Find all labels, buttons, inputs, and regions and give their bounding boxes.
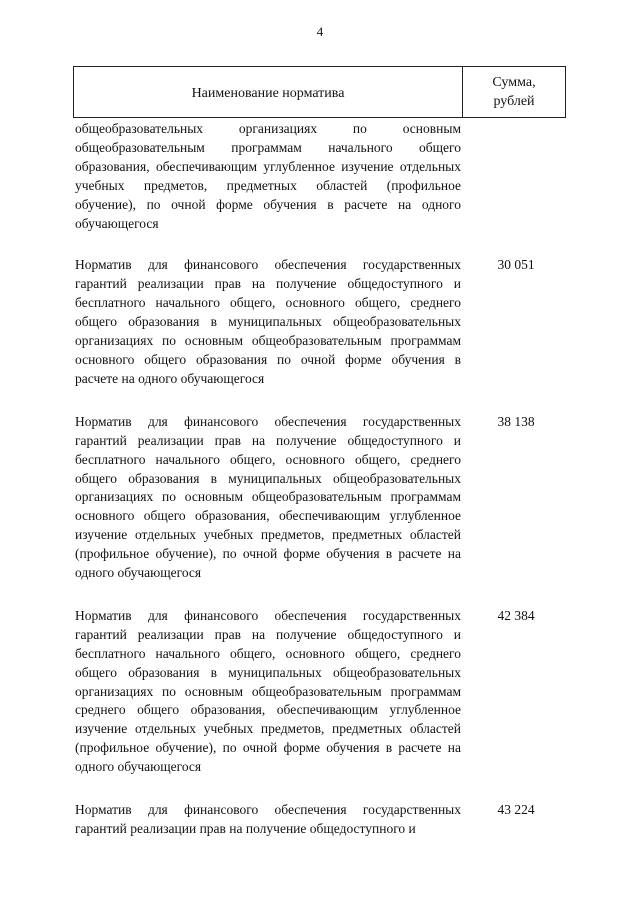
row-text: общеобразовательных организациях по основным общеобразовательным программам начального общего образования, обеспечивающим углубленное изучение отдельных учебных предметов, предметных областей (профильное обучение), по очной форме обучения в расчете на одного обучающегося bbox=[75, 121, 461, 231]
row-sum: 30 051 bbox=[497, 257, 535, 273]
row-text: Норматив для финансового обеспечения государственных гарантий реализации прав на получение общедоступного и бесплатного начального общего, основного общего, среднего общего образования в муниципальных общеобразовательных организациях по основным общеобразовательным программам среднего общего образования, обеспечивающим углубленное изучение отдельных учебных предметов, предметных областей (профильное обучение), по очной форме обучения в расчете на одного обучающегося bbox=[75, 607, 461, 775]
table-header bbox=[73, 66, 566, 118]
header-sum-line-1: Сумма, bbox=[492, 75, 536, 90]
header-sum-line-2: рублей bbox=[493, 94, 535, 109]
table-row bbox=[75, 607, 565, 777]
table-body bbox=[75, 120, 565, 839]
page-number: 4 bbox=[316, 24, 324, 39]
header-name-cell: Наименование норматива bbox=[74, 67, 463, 117]
table-row bbox=[75, 801, 565, 839]
row-text: Норматив для финансового обеспечения государственных гарантий реализации прав на получение общедоступного и bbox=[75, 802, 461, 836]
row-sum: 38 138 bbox=[497, 413, 535, 429]
row-sum: 43 224 bbox=[497, 802, 535, 818]
row-text: Норматив для финансового обеспечения государственных гарантий реализации прав на получение общедоступного и бесплатного начального общего, основного общего, среднего общего образования в муниципальных общеобразовательных организациях по основным общеобразовательным программам основного общего образования, обеспечивающим углубленное изучение отдельных учебных предметов, предметных областей (профильное обучение), по очной форме обучения в расчете на одного обучающегося bbox=[75, 413, 461, 581]
row-sum: 42 384 bbox=[497, 607, 535, 623]
row-text: Норматив для финансового обеспечения государственных гарантий реализации прав на получение общедоступного и бесплатного начального общего, основного общего, среднего общего образования в муниципальных общеобразовательных организациях по основным общеобразовательным программам основного общего образования по очной форме обучения в расчете на одного обучающегося bbox=[75, 257, 461, 386]
table-row bbox=[75, 256, 565, 388]
table-row bbox=[75, 413, 565, 583]
table-row bbox=[75, 120, 565, 233]
header-sum-cell bbox=[463, 67, 565, 117]
